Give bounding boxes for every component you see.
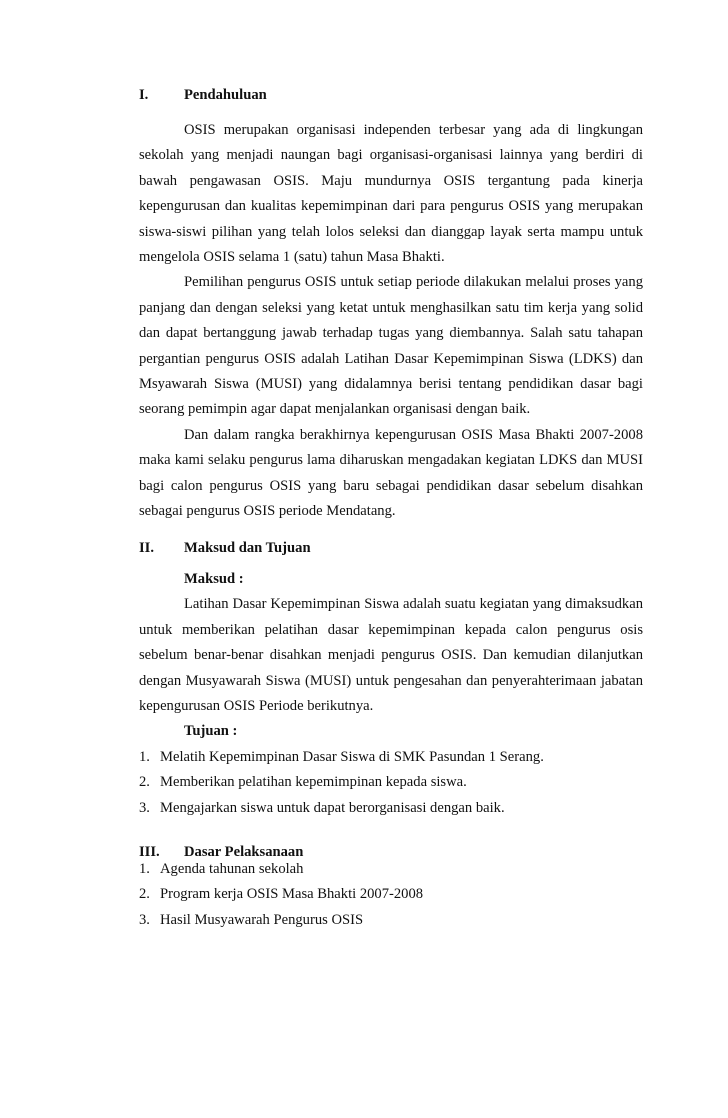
dasar-list bbox=[139, 857, 643, 933]
list-item bbox=[139, 745, 643, 770]
section-heading bbox=[139, 86, 643, 104]
list-text: Program kerja OSIS Masa Bhakti 2007-2008 bbox=[160, 886, 424, 903]
list-number: 1. bbox=[139, 861, 150, 877]
section-pendahuluan bbox=[139, 86, 643, 525]
tujuan-label: Tujuan : bbox=[184, 723, 238, 740]
maksud-paragraph: Latihan Dasar Kepemimpinan Siswa adalah suatu kegiatan yang dimaksudkan untuk memberikan pelatihan dasar kepemimpinan kepada calon pengurus osis sebelum benar-benar disahkan menjadi pengurus OSIS. Dan kemudian dilanjutkan dengan Musyawarah Siswa (MUSI) untuk pengesahan dan penyerahterimaan jabatan kepengurusan OSIS Periode berikutnya. bbox=[139, 596, 643, 715]
list-text: Agenda tahunan sekolah bbox=[160, 861, 304, 877]
list-text: Memberikan pelatihan kepemimpinan kepada siswa. bbox=[160, 774, 467, 791]
section-title: Dasar Pelaksanaan bbox=[184, 844, 304, 860]
paragraph: Pemilihan pengurus OSIS untuk setiap periode dilakukan melalui proses yang panjang dan dengan seleksi yang ketat untuk menghasilkan satu tim kerja yang solid dan dapat bertanggung jawab terhadap tugas yang diembannya. Salah satu tahapan pergantian pengurus OSIS adalah Latihan Dasar Kepemimpinan Siswa (LDKS) dan Msyawarah Siswa (MUSI) yang didalamnya berisi tentang pendidikan dasar bagi seorang pemimpin agar dapat menjalankan organisasi dengan baik. bbox=[139, 274, 643, 418]
list-text: Melatih Kepemimpinan Dasar Siswa di SMK Pasundan 1 Serang. bbox=[160, 748, 544, 765]
list-item bbox=[139, 770, 643, 795]
section-title: Pendahuluan bbox=[184, 87, 267, 103]
section-maksud-tujuan bbox=[139, 539, 643, 821]
section-number: II. bbox=[139, 540, 155, 556]
list-number: 3. bbox=[139, 911, 150, 928]
section-heading bbox=[139, 539, 643, 557]
tujuan-list bbox=[139, 745, 643, 821]
list-item bbox=[139, 908, 643, 933]
paragraph: Dan dalam rangka berakhirnya kepengurusan OSIS Masa Bhakti 2007-2008 maka kami selaku pengurus lama diharuskan mengadakan kegiatan LDKS dan MUSI bagi calon pengurus OSIS yang baru sebagai pendidikan dasar sebelum disahkan sebagai pengurus OSIS periode Mendatang. bbox=[139, 426, 643, 520]
list-item bbox=[139, 796, 643, 821]
section-number: III. bbox=[139, 844, 160, 860]
list-item bbox=[139, 882, 643, 907]
list-number: 2. bbox=[139, 774, 150, 791]
list-text: Hasil Musyawarah Pengurus OSIS bbox=[160, 911, 364, 928]
list-number: 1. bbox=[139, 748, 150, 765]
section-dasar-pelaksanaan bbox=[139, 843, 643, 933]
maksud-label: Maksud : bbox=[184, 571, 244, 587]
section-title: Maksud dan Tujuan bbox=[184, 540, 311, 556]
list-text: Mengajarkan siswa untuk dapat berorganisasi dengan baik. bbox=[160, 799, 505, 816]
section-number: I. bbox=[139, 87, 149, 103]
paragraph: OSIS merupakan organisasi independen terbesar yang ada di lingkungan sekolah yang menjadi naungan bagi organisasi-organisasi lainnya yang berdiri di bawah pengawasan OSIS. Maju mundurnya OSIS tergantung pada kinerja kepengurusan dan kualitas kepemimpinan dari para pengurus OSIS yang merupakan siswa-siswi pilihan yang telah lolos seleksi dan dianggap layak serta mampu untuk mengelola OSIS selama 1 (satu) tahun Masa Bhakti. bbox=[139, 122, 643, 266]
list-number: 3. bbox=[139, 799, 150, 816]
list-number: 2. bbox=[139, 886, 150, 903]
list-item bbox=[139, 857, 643, 882]
